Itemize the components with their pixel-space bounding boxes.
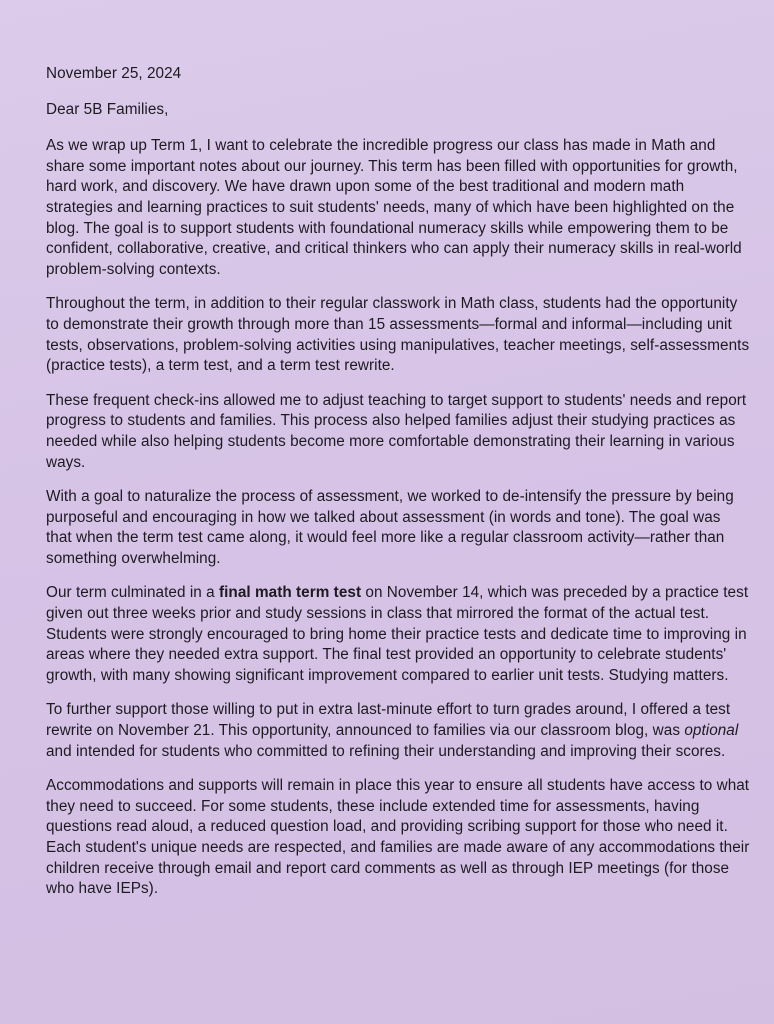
- optional-emphasis: optional: [684, 722, 739, 740]
- letter-body: [46, 64, 750, 914]
- letter-date: November 25, 2024: [46, 65, 182, 82]
- paragraph-check-ins: These frequent check-ins allowed me to adjust teaching to target support to students' needs and report progress to students and families. This process also helped families adjust their studying practices as needed while also helping students become more comfortable demonstrating their learning in various ways.: [46, 391, 747, 471]
- term-test-text-end: on November 14, which was preceded by a practice test given out three weeks prior and study sessions in class that mirrored the format of the actual test. Students were strongly encouraged to bring home their practice tests and dedicate time to improving in areas where they needed extra support. The final test provided an opportunity to celebrate students' growth, with many showing significant improvement compared to earlier unit tests. Studying matters.: [46, 584, 749, 684]
- final-test-emphasis: final math term test: [218, 584, 362, 602]
- paragraph-accommodations: Accommodations and supports will remain in place this year to ensure all students have access to what they need to succeed. For some students, these include extended time for assessments, having questions read aloud, a reduced question load, and providing scribing support for those who need it. Each student's unique needs are respected, and families are made aware of any accommodations their children receive through email and report card comments as well as through IEP meetings (for those who have IEPs).: [46, 777, 750, 898]
- rewrite-text-end: and intended for students who committed to refining their understanding and improving their scores.: [46, 742, 726, 760]
- rewrite-text-start: To further support those willing to put in extra last-minute effort to turn grades around, I offered a test rewrite on November 21. This opportunity, announced to families via our classroom blog, was: [46, 701, 731, 740]
- paragraph-term-test: [46, 583, 750, 686]
- term-test-text-start: Our term culminated in a: [46, 584, 219, 602]
- paragraph-intro: As we wrap up Term 1, I want to celebrate the incredible progress our class has made in Math and share some important notes about our journey. This term has been filled with opportunities for growth, hard work, and discovery. We have drawn upon some of the best traditional and modern math strategies and learning practices to suit students' needs, many of which have been highlighted on the blog. The goal is to support students with foundational numeracy skills while empowering them to be confident, collaborative, creative, and critical thinkers who can apply their numeracy skills in real-world problem-solving contexts.: [46, 137, 742, 278]
- paragraph-rewrite: [46, 700, 750, 762]
- paragraph-naturalize: With a goal to naturalize the process of assessment, we worked to de-intensify the pressure by being purposeful and encouraging in how we talked about assessment (in words and tone). The goal was that when the term test came along, it would feel more like a regular classroom activity—rather than something overwhelming.: [46, 488, 734, 567]
- paragraph-assessments: Throughout the term, in addition to their regular classwork in Math class, students had the opportunity to demonstrate their growth through more than 15 assessments—formal and informal—including unit tests, observations, problem-solving activities using manipulatives, teacher meetings, self-assessments (practice tests), a term test, and a term test rewrite.: [46, 295, 750, 375]
- salutation: Dear 5B Families,: [46, 100, 169, 118]
